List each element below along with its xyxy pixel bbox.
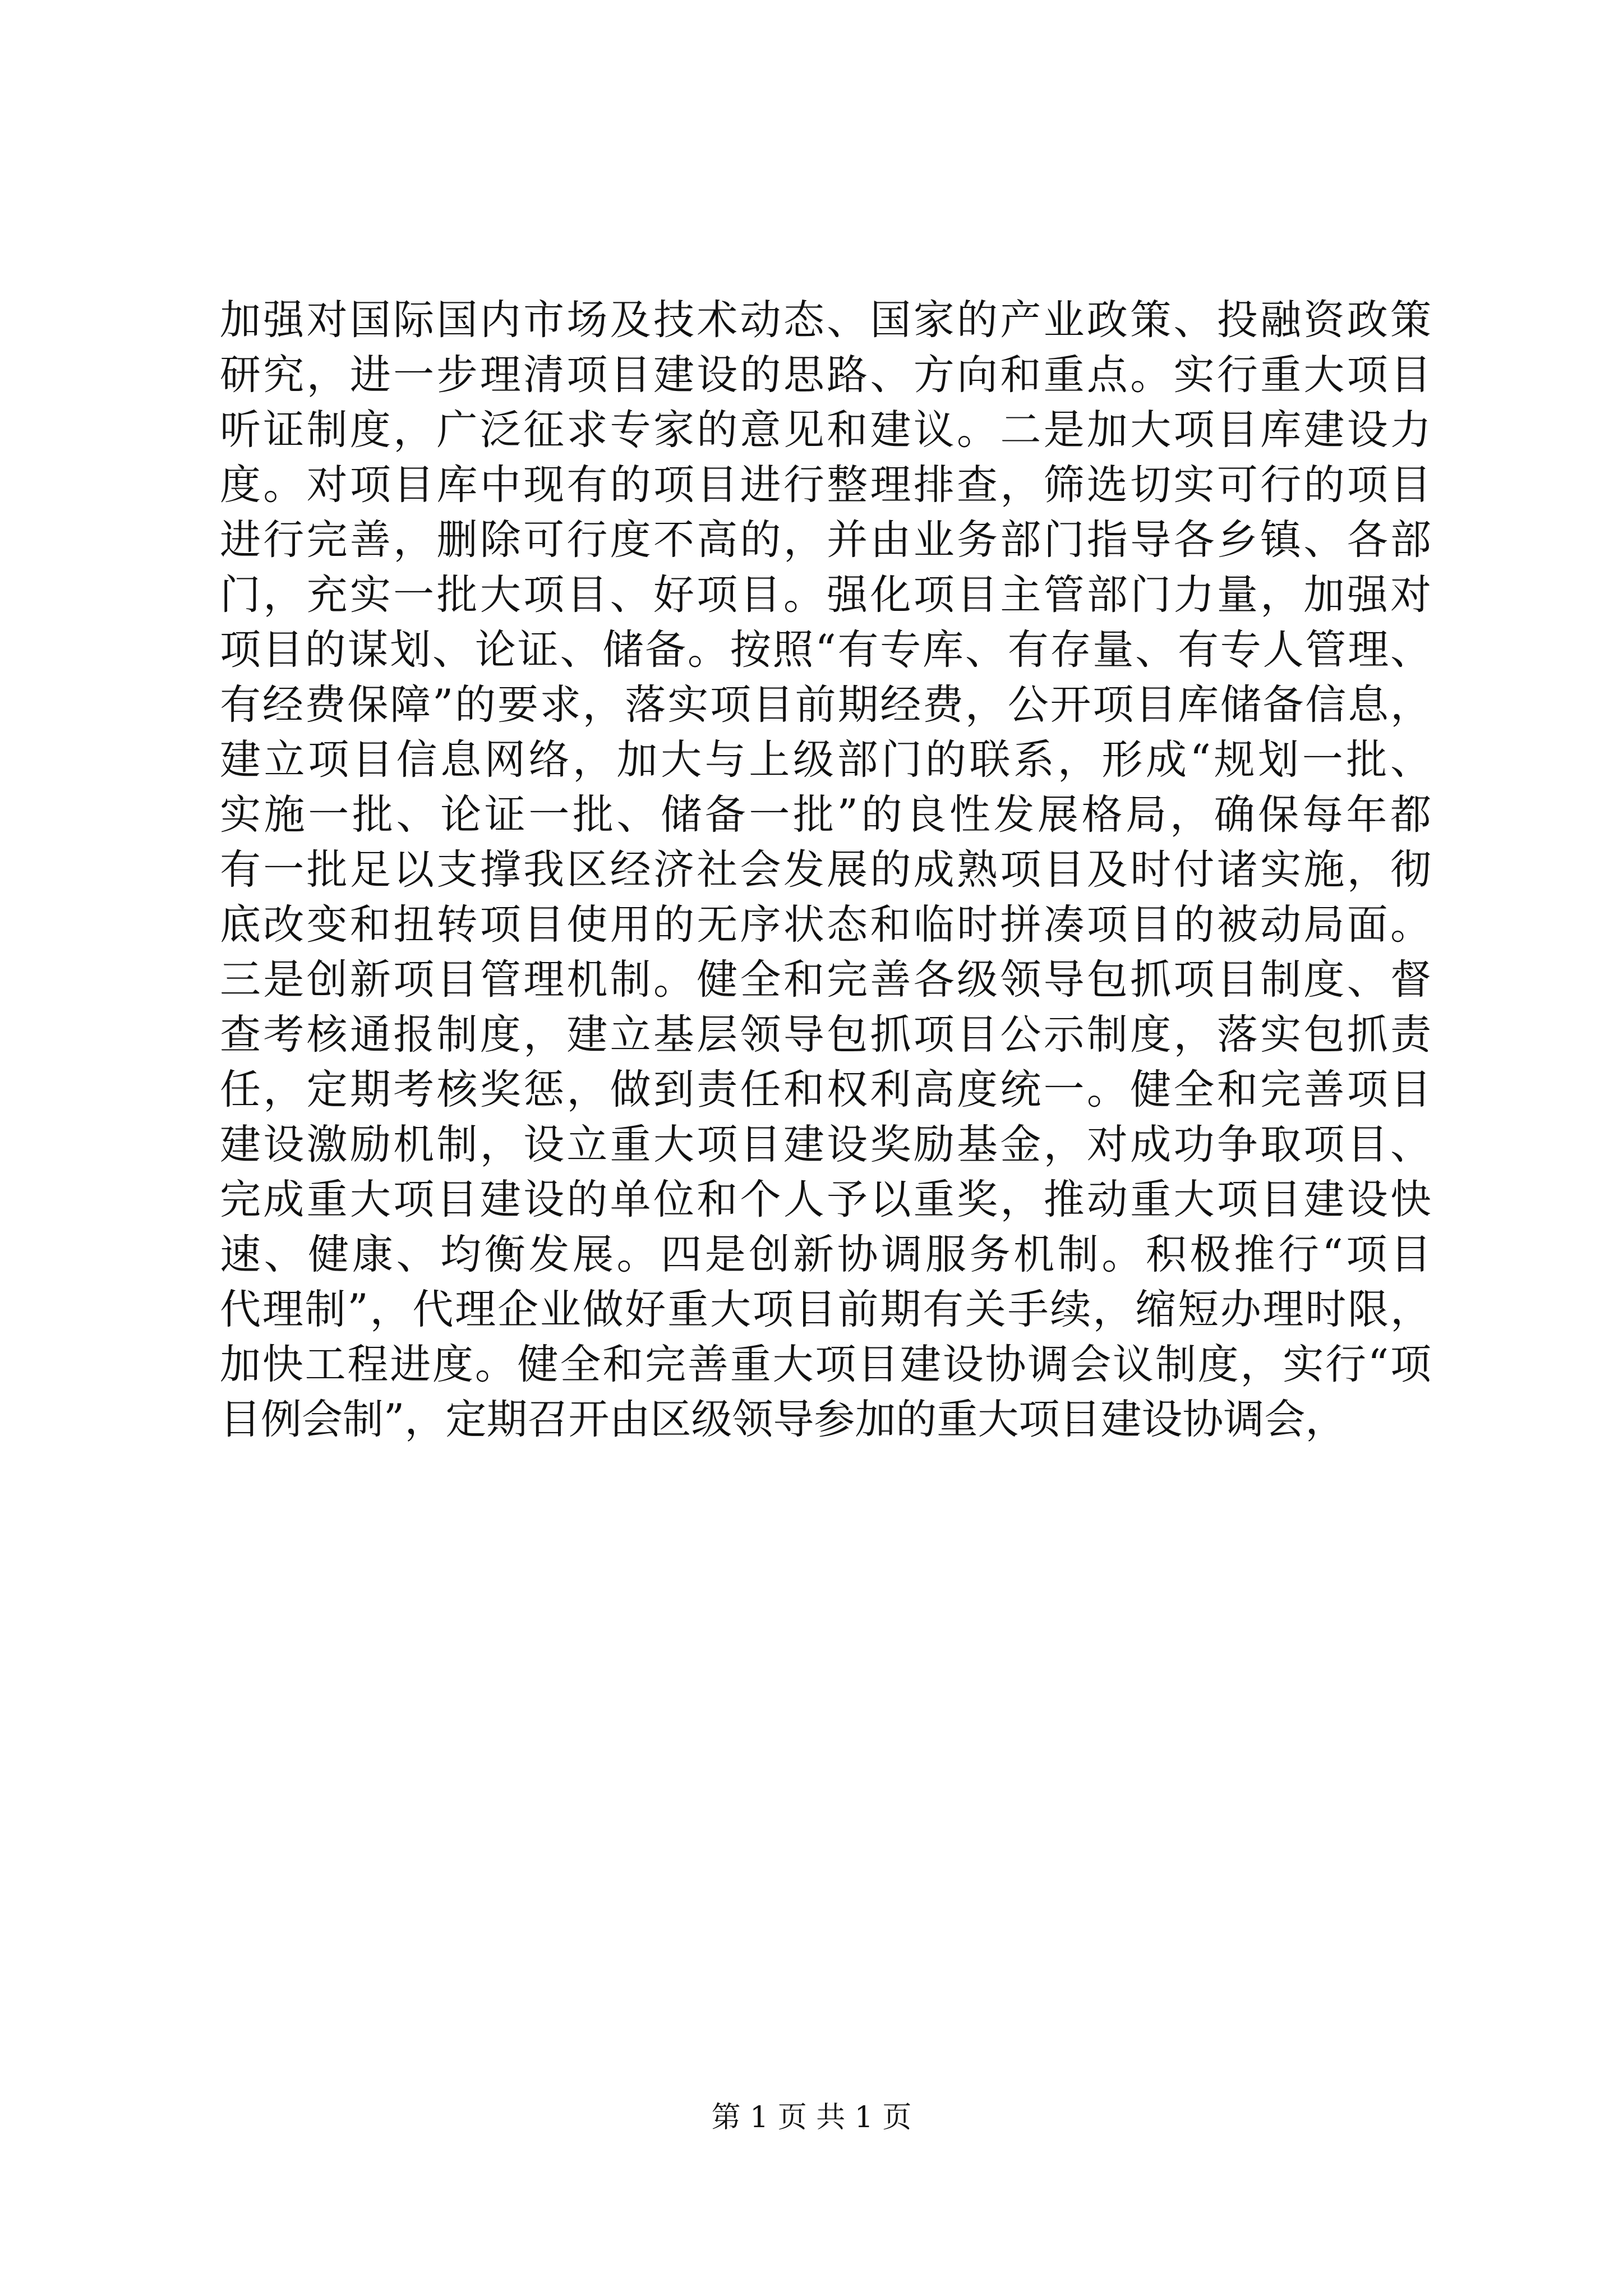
text-line: 实施一批、论证一批、储备一批”的良性发展格局，确保每年都 xyxy=(220,791,1431,839)
text-line: 加快工程进度。健全和完善重大项目建设协调会议制度，实行“项 xyxy=(220,1341,1431,1388)
text-line: 听证制度，广泛征求专家的意见和建议。二是加大项目库建设力 xyxy=(220,406,1431,454)
text-line: 三是创新项目管理机制。健全和完善各级领导包抓项目制度、督 xyxy=(220,956,1431,1004)
text-line: 项目的谋划、论证、储备。按照“有专库、有存量、有专人管理、 xyxy=(220,626,1431,674)
text-line: 加强对国际国内市场及技术动态、国家的产业政策、投融资政策 xyxy=(220,296,1431,344)
text-line: 建立项目信息网络，加大与上级部门的联系，形成“规划一批、 xyxy=(220,736,1431,784)
text-line: 目例会制”，定期召开由区级领导参加的重大项目建设协调会， xyxy=(220,1396,1347,1443)
text-line: 建设激励机制，设立重大项目建设奖励基金，对成功争取项目、 xyxy=(220,1121,1431,1168)
text-line: 查考核通报制度，建立基层领导包抓项目公示制度，落实包抓责 xyxy=(220,1011,1431,1059)
body-paragraph xyxy=(220,293,1431,1447)
page-footer xyxy=(0,2098,1623,2137)
text-line: 速、健康、均衡发展。四是创新协调服务机制。积极推行“项目 xyxy=(220,1231,1431,1278)
text-line: 完成重大项目建设的单位和个人予以重奖，推动重大项目建设快 xyxy=(220,1176,1431,1223)
text-line: 有经费保障”的要求，落实项目前期经费，公开项目库储备信息， xyxy=(220,681,1431,729)
text-line: 任，定期考核奖惩，做到责任和权利高度统一。健全和完善项目 xyxy=(220,1066,1431,1114)
text-line: 度。对项目库中现有的项目进行整理排查，筛选切实可行的项目 xyxy=(220,461,1431,509)
text-line: 门，充实一批大项目、好项目。强化项目主管部门力量，加强对 xyxy=(220,571,1431,619)
text-line: 有一批足以支撑我区经济社会发展的成熟项目及时付诸实施，彻 xyxy=(220,846,1431,894)
text-line: 代理制”，代理企业做好重大项目前期有关手续，缩短办理时限， xyxy=(220,1286,1431,1333)
page-number-label: 第 1 页 共 1 页 xyxy=(711,2101,912,2134)
text-line: 进行完善，删除可行度不高的，并由业务部门指导各乡镇、各部 xyxy=(220,516,1431,564)
text-line: 底改变和扭转项目使用的无序状态和临时拼凑项目的被动局面。 xyxy=(220,901,1431,949)
text-line: 研究，进一步理清项目建设的思路、方向和重点。实行重大项目 xyxy=(220,351,1431,399)
